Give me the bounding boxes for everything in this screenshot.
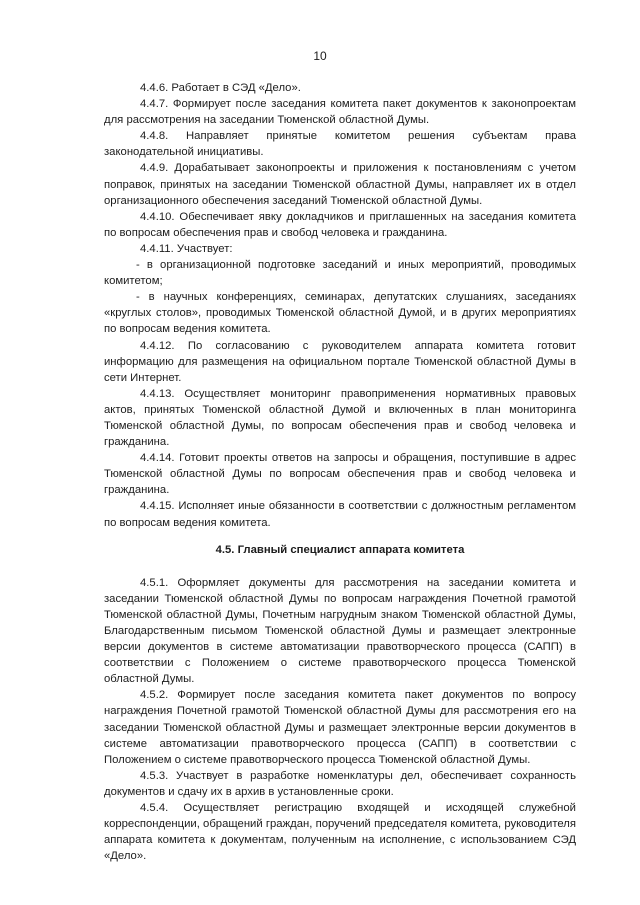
paragraph-4-4-7: 4.4.7. Формирует после заседания комитета пакет документов к законопроектам для рассмотрения на заседании Тюменской областной Думы.: [104, 98, 576, 127]
list-item-organizational-preparation: - в организационной подготовке заседаний и иных мероприятий, проводимых комитетом;: [104, 259, 576, 288]
paragraph-4-4-6: 4.4.6. Работает в СЭД «Дело».: [140, 82, 301, 94]
paragraph-4-5-2: 4.5.2. Формирует после заседания комитета пакет документов по вопросу награждения Почетной грамотой Тюменской областной Думы для рассмотрения его на заседании Тюменской областной Думы и размещает электронные версии документов в системе автоматизации правотворческого процесса (САПП) в соответствии с Положением о системе правотворческого процесса Тюменской областной Думы.: [104, 689, 576, 766]
paragraph-4-4-14: 4.4.14. Готовит проекты ответов на запросы и обращения, поступившие в адрес Тюменской областной Думы по вопросам обеспечения прав и свобод человека и гражданина.: [104, 452, 576, 497]
paragraph-4-5-4: 4.5.4. Осуществляет регистрацию входящей и исходящей служебной корреспонденции, обращений граждан, поручений председателя комитета, руководителя аппарата комитета к документам, полученным на исполнение, с использованием СЭД «Дело».: [104, 802, 576, 863]
paragraph-4-5-1: 4.5.1. Оформляет документы для рассмотрения на заседании комитета и заседании Тюменской областной Думы по вопросам награждения Почетной грамотой Тюменской областной Думы, Почетным нагрудным знаком Тюменской областной Думы, Благодарственным письмом Тюменской областной Думы и размещает электронные версии документов в системе автоматизации правотворческого процесса (САПП) в соответствии с Положением о системе правотворческого процесса Тюменской областной Думы.: [104, 576, 576, 686]
paragraph-4-4-9: 4.4.9. Дорабатывает законопроекты и приложения к постановлениям с учетом поправок, принятых на заседании Тюменской областной Думы, направляет их в отдел организационного обеспечения заседаний Тюменской областной Думы.: [104, 162, 576, 207]
list-item-scientific-conferences: - в научных конференциях, семинарах, депутатских слушаниях, заседаниях «круглых столов», проводимых Тюменской областной Думой, и в других мероприятиях по вопросам ведения комитета.: [104, 291, 576, 336]
document-body: [104, 80, 576, 864]
paragraph-4-4-13: 4.4.13. Осуществляет мониторинг правоприменения нормативных правовых актов, принятых Тюменской областной Думой и включенных в план мониторинга Тюменской областной Думы, по вопросам обеспечения прав и свобод человека и гражданина.: [104, 387, 576, 449]
paragraph-4-4-15: 4.4.15. Исполняет иные обязанности в соответствии с должностным регламентом по вопросам ведения комитета.: [104, 500, 576, 529]
paragraph-4-4-8: 4.4.8. Направляет принятые комитетом решения субъектам права законодательной инициативы.: [104, 130, 576, 159]
paragraph-4-4-11: 4.4.11. Участвует:: [140, 242, 233, 255]
page-number: 10: [313, 49, 327, 63]
section-heading-4-5: 4.5. Главный специалист аппарата комитета: [215, 543, 465, 556]
paragraph-4-5-3: 4.5.3. Участвует в разработке номенклатуры дел, обеспечивает сохранность документов и сдачу их в архив в установленные сроки.: [104, 769, 576, 798]
paragraph-4-4-10: 4.4.10. Обеспечивает явку докладчиков и приглашенных на заседания комитета по вопросам обеспечения прав и свобод человека и гражданина.: [104, 210, 576, 239]
paragraph-4-4-12: 4.4.12. По согласованию с руководителем аппарата комитета готовит информацию для размещения на официальном портале Тюменской областной Думы в сети Интернет.: [104, 339, 576, 384]
